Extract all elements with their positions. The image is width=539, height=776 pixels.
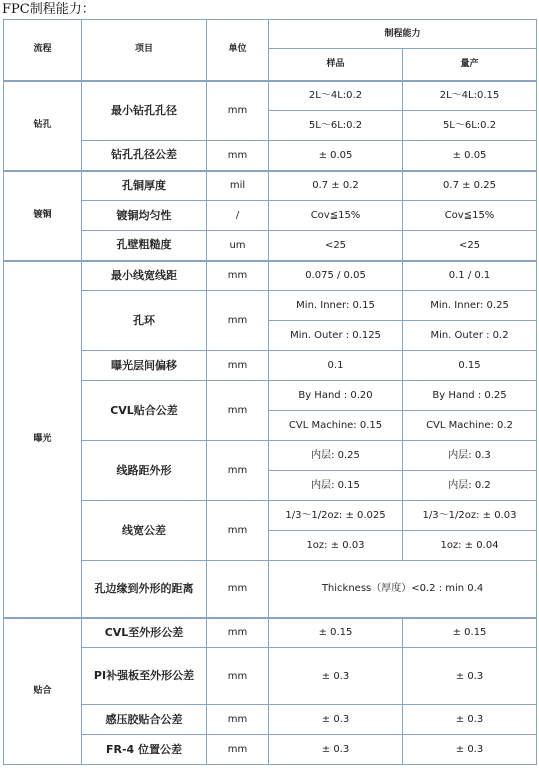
mass-cell: ± 0.15	[403, 618, 537, 648]
table-row	[4, 81, 537, 111]
mass-cell: 2L～4L:0.15	[403, 81, 537, 111]
item-cell: 线宽公差	[82, 501, 207, 561]
item-cell: 线路距外形	[82, 441, 207, 501]
unit-cell: /	[207, 201, 269, 231]
sample-cell: 内层: 0.15	[269, 471, 403, 501]
item-cell: 最小钻孔孔径	[82, 81, 207, 141]
table-row	[4, 171, 537, 201]
mass-cell: CVL Machine: 0.2	[403, 411, 537, 441]
sample-cell: By Hand : 0.20	[269, 381, 403, 411]
mass-cell: 5L～6L:0.2	[403, 111, 537, 141]
capability-table	[3, 19, 537, 765]
mass-cell: 内层: 0.3	[403, 441, 537, 471]
sample-cell: ± 0.3	[269, 735, 403, 765]
mass-cell: ± 0.3	[403, 648, 537, 705]
sample-cell: Min. Outer : 0.125	[269, 321, 403, 351]
process-cell: 贴合	[4, 618, 82, 765]
table-row	[4, 648, 537, 705]
item-cell: 感压胶贴合公差	[82, 705, 207, 735]
mass-cell: Min. Outer : 0.2	[403, 321, 537, 351]
unit-cell: mm	[207, 561, 269, 618]
table-row	[4, 351, 537, 381]
item-cell: 曝光层间偏移	[82, 351, 207, 381]
sample-cell: <25	[269, 231, 403, 261]
item-cell: 最小线宽线距	[82, 261, 207, 291]
sample-cell: 2L～4L:0.2	[269, 81, 403, 111]
table-row	[4, 561, 537, 618]
item-cell: CVL贴合公差	[82, 381, 207, 441]
sample-cell: ± 0.3	[269, 648, 403, 705]
sample-cell: 1oz: ± 0.03	[269, 531, 403, 561]
sample-cell: ± 0.05	[269, 141, 403, 171]
table-row	[4, 441, 537, 471]
item-cell: 孔铜厚度	[82, 171, 207, 201]
mass-cell: Min. Inner: 0.25	[403, 291, 537, 321]
mass-cell: 1oz: ± 0.04	[403, 531, 537, 561]
unit-cell: mm	[207, 81, 269, 141]
mass-cell: 0.1 / 0.1	[403, 261, 537, 291]
sample-cell: 内层: 0.25	[269, 441, 403, 471]
unit-cell: mm	[207, 705, 269, 735]
item-cell: 钻孔孔径公差	[82, 141, 207, 171]
sample-cell: 0.1	[269, 351, 403, 381]
item-cell: 孔边缘到外形的距离	[82, 561, 207, 618]
mass-cell: 0.15	[403, 351, 537, 381]
unit-cell: mm	[207, 291, 269, 351]
unit-cell: mm	[207, 501, 269, 561]
mass-cell: Cov≦15%	[403, 201, 537, 231]
page-title: FPC制程能力：	[2, 2, 95, 17]
header-row-top	[4, 20, 537, 49]
mass-cell: ± 0.3	[403, 705, 537, 735]
item-cell: FR-4 位置公差	[82, 735, 207, 765]
sample-cell: Cov≦15%	[269, 201, 403, 231]
unit-cell: mm	[207, 351, 269, 381]
mass-cell: By Hand : 0.25	[403, 381, 537, 411]
header-process: 流程	[4, 20, 82, 81]
header-item: 项目	[82, 20, 207, 81]
table-row	[4, 501, 537, 531]
merged-value-cell: Thickness（厚度）<0.2 : min 0.4	[269, 561, 537, 618]
header-mass: 量产	[403, 49, 537, 81]
table-row	[4, 735, 537, 765]
table-row	[4, 201, 537, 231]
table-row	[4, 618, 537, 648]
unit-cell: mil	[207, 171, 269, 201]
item-cell: 镀铜均匀性	[82, 201, 207, 231]
table-row	[4, 381, 537, 411]
unit-cell: mm	[207, 735, 269, 765]
mass-cell: <25	[403, 231, 537, 261]
sample-cell: ± 0.3	[269, 705, 403, 735]
process-cell: 钻孔	[4, 81, 82, 171]
sample-cell: 5L～6L:0.2	[269, 111, 403, 141]
header-unit: 单位	[207, 20, 269, 81]
sample-cell: Min. Inner: 0.15	[269, 291, 403, 321]
item-cell: 孔壁粗糙度	[82, 231, 207, 261]
header-sample: 样品	[269, 49, 403, 81]
mass-cell: 内层: 0.2	[403, 471, 537, 501]
unit-cell: mm	[207, 441, 269, 501]
process-cell: 镀铜	[4, 171, 82, 261]
sample-cell: CVL Machine: 0.15	[269, 411, 403, 441]
process-cell: 曝光	[4, 261, 82, 618]
table-row	[4, 291, 537, 321]
table-row	[4, 705, 537, 735]
unit-cell: mm	[207, 381, 269, 441]
unit-cell: um	[207, 231, 269, 261]
table-row	[4, 231, 537, 261]
unit-cell: mm	[207, 648, 269, 705]
item-cell: CVL至外形公差	[82, 618, 207, 648]
table-row	[4, 141, 537, 171]
item-cell: 孔环	[82, 291, 207, 351]
mass-cell: ± 0.05	[403, 141, 537, 171]
unit-cell: mm	[207, 618, 269, 648]
sample-cell: 1/3～1/2oz: ± 0.025	[269, 501, 403, 531]
sample-cell: ± 0.15	[269, 618, 403, 648]
sample-cell: 0.7 ± 0.2	[269, 171, 403, 201]
mass-cell: 0.7 ± 0.25	[403, 171, 537, 201]
item-cell: PI补强板至外形公差	[82, 648, 207, 705]
mass-cell: 1/3～1/2oz: ± 0.03	[403, 501, 537, 531]
table-row	[4, 261, 537, 291]
sample-cell: 0.075 / 0.05	[269, 261, 403, 291]
header-capability: 制程能力	[269, 20, 537, 49]
unit-cell: mm	[207, 141, 269, 171]
unit-cell: mm	[207, 261, 269, 291]
mass-cell: ± 0.3	[403, 735, 537, 765]
